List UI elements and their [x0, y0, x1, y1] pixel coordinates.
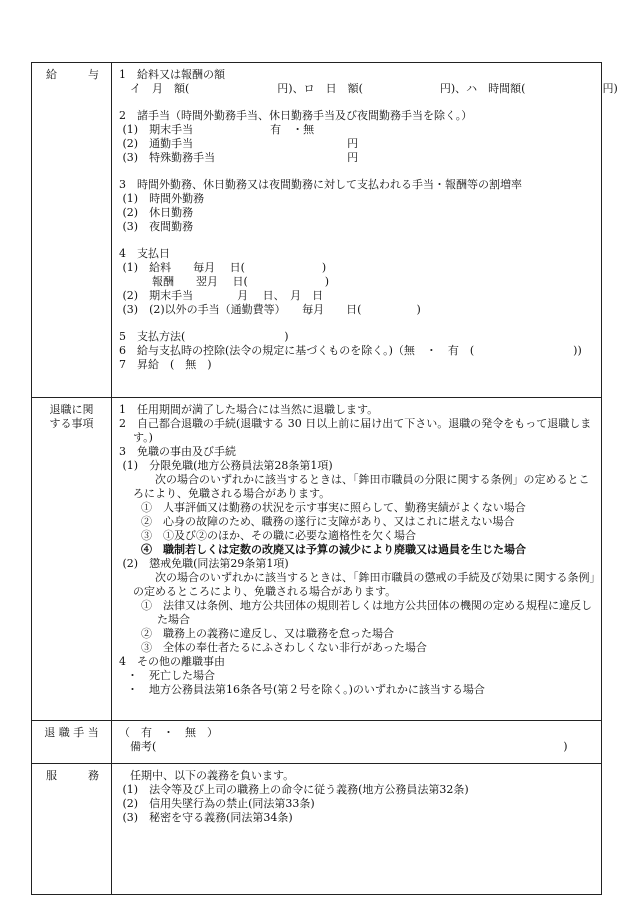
duties-line: (3) 秘密を守る義務(同法第34条): [119, 811, 293, 824]
allowance-line: （ 有 ・ 無 ）: [119, 726, 218, 739]
salary-line: 6 給与支払時の控除(法令の規定に基づくものを除く。)（無 ・ 有 ( )): [119, 344, 582, 357]
salary-line: 報酬 翌月 日( ): [119, 275, 330, 288]
salary-content: [112, 63, 624, 397]
employment-terms-table: [31, 62, 618, 895]
retire-line: ② 心身の故障のため、職務の遂行に支障があり、又はこれに堪えない場合: [141, 515, 515, 528]
retire-line: (2) 懲戒免職(同法第29条第1項): [119, 557, 289, 570]
salary-line: 7 昇給 ( 無 ): [119, 358, 212, 371]
retire-line: ① 人事評価又は勤務の状況を示す事実に照らして、勤務実績がよくない場合: [141, 501, 526, 514]
salary-row: [32, 63, 618, 397]
duties-row: [32, 763, 601, 894]
duties-label: 服 務: [32, 764, 112, 894]
duties-content: [112, 764, 601, 894]
retire-line: 次の場合のいずれかに該当するときは、「鉾田市職員の分限に関する条例」の定めるところにより、免職される場合があります。: [133, 473, 590, 500]
salary-line: 5 支払方法( ): [119, 330, 289, 343]
salary-line: (1) 期末手当 有 ・無: [119, 123, 315, 136]
duties-line: 任期中、以下の義務を負います。: [119, 769, 295, 782]
retire-line: ③ ①及び②のほか、その職に必要な適格性を欠く場合: [141, 529, 416, 542]
salary-line: イ 月 額( 円)、ロ 日 額( 円)、ハ 時間額( 円): [119, 82, 618, 95]
salary-line: (2) 休日勤務: [119, 206, 194, 219]
retire-line: ③ 全体の奉仕者たるにふさわしくない非行があった場合: [141, 641, 427, 654]
retirement-allowance-row: [32, 720, 601, 763]
allowance-label: 退 職 手 当: [32, 721, 112, 763]
retire-line: ① 法律又は条例、地方公共団体の規則若しくは地方公共団体の機関の定める規程に違反した場合: [141, 599, 592, 626]
salary-label: 給 与: [32, 63, 112, 397]
retire-line: ④ 職制若しくは定数の改廃又は予算の減少により廃職又は過員を生じた場合: [141, 543, 526, 556]
salary-line: (1) 給料 毎月 日( ): [119, 261, 327, 274]
retirement-row: [32, 397, 601, 720]
salary-line: 2 諸手当（時間外勤務手当、休日勤務手当及び夜間勤務手当を除く。）: [119, 109, 473, 122]
salary-line: (2) 期末手当 月 日、 月 日: [119, 289, 324, 302]
retire-line: 2 自己都合退職の手続(退職する 30 日以上前に届け出て下さい。退職の発令をもって退職します。): [119, 417, 592, 444]
salary-line: 3 時間外勤務、休日勤務又は夜間勤務に対して支払われる手当・報酬等の割増率: [119, 178, 522, 191]
retirement-label: [32, 398, 112, 720]
salary-line: (3) (2)以外の手当（通勤費等） 毎月 日( ): [119, 303, 421, 316]
salary-line: (2) 通勤手当 円: [119, 137, 359, 150]
retire-line: ・ 地方公務員法第16条各号(第２号を除く。)のいずれかに該当する場合: [127, 683, 485, 696]
retire-line: 3 免職の事由及び手続: [119, 445, 236, 458]
salary-line: (3) 特殊勤務手当 円: [119, 151, 359, 164]
salary-line: 4 支払日: [119, 247, 170, 260]
salary-line: (1) 時間外勤務: [119, 192, 205, 205]
retire-line: 1 任用期間が満了した場合には当然に退職します。: [119, 403, 379, 416]
salary-line: (3) 夜間勤務: [119, 220, 194, 233]
retire-line: ・ 死亡した場合: [127, 669, 215, 682]
duties-line: (1) 法令等及び上司の職務上の命令に従う義務(地方公務員法第32条): [119, 783, 469, 796]
retirement-label-text: 退職に関する事項: [49, 403, 94, 430]
allowance-content: [112, 721, 601, 763]
salary-line: 1 給料又は報酬の額: [119, 68, 225, 81]
retirement-content: [112, 398, 601, 720]
retire-line: (1) 分限免職(地方公務員法第28条第1項): [119, 459, 333, 472]
allowance-line: 備考( ): [119, 740, 568, 753]
duties-line: (2) 信用失墜行為の禁止(同法第33条): [119, 797, 315, 810]
retire-line: ② 職務上の義務に違反し、又は職務を怠った場合: [141, 627, 394, 640]
retire-line: 4 その他の離職事由: [119, 655, 225, 668]
retire-line: 次の場合のいずれかに該当するときは、「鉾田市職員の懲戒の手続及び効果に関する条例」の定めるところにより、免職される場合があります。: [133, 571, 595, 598]
